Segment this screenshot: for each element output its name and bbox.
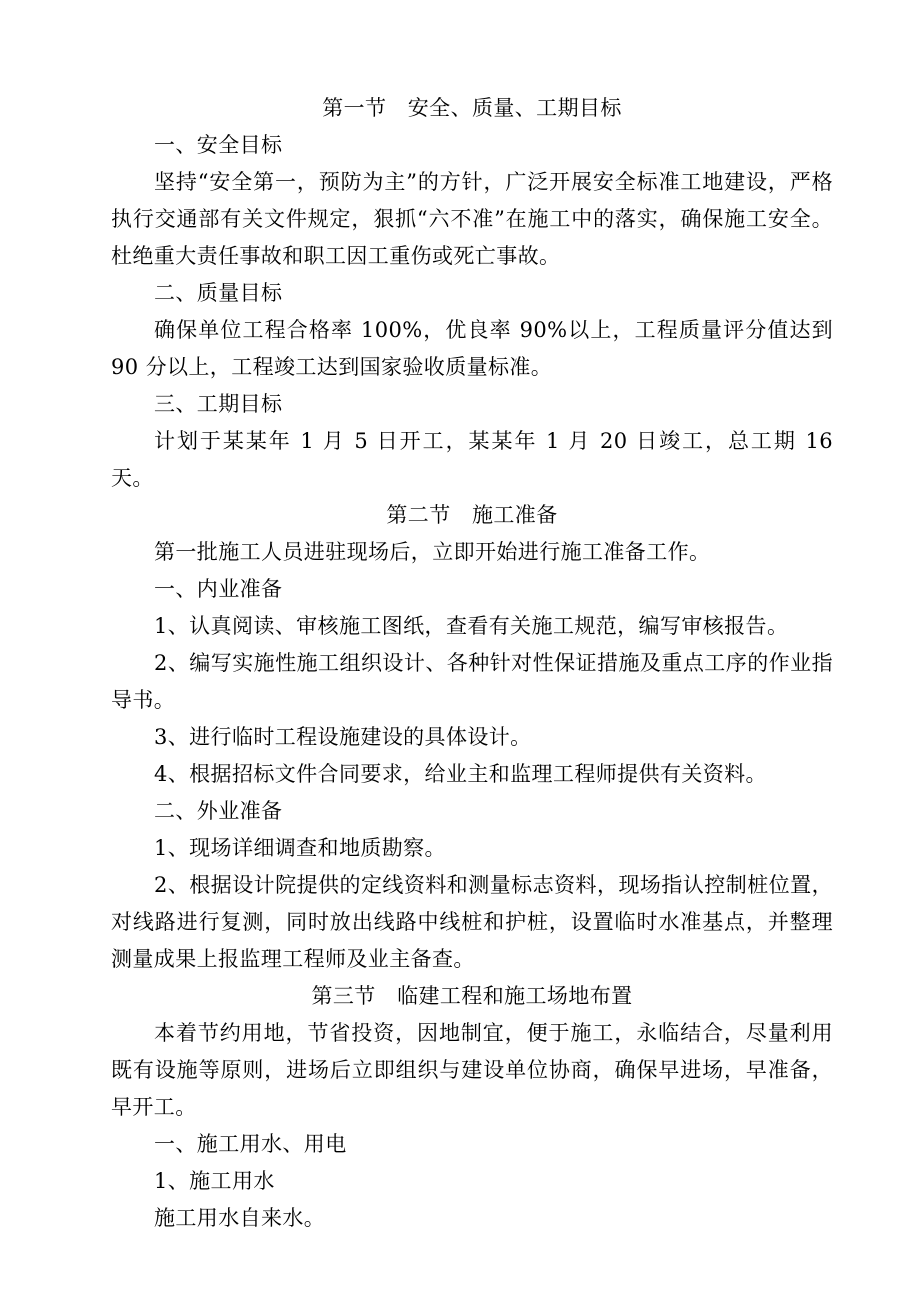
paragraph-safety-goal: 坚持“安全第一，预防为主”的方针，广泛开展安全标准工地建设，严格执行交通部有关文件规定，狠抓“六不准”在施工中的落实，确保施工安全。杜绝重大责任事故和职工因工重伤或死亡事故。 [111,170,833,268]
subheading-water: 1、施工用水 [154,1169,275,1193]
list-item: 2、编写实施性施工组织设计、各种针对性保证措施及重点工序的作业指导书。 [111,651,833,712]
subheading-internal-prep: 一、内业准备 [154,577,283,601]
document-page [111,90,833,1237]
list-item: 1、现场详细调查和地质勘察。 [154,836,446,860]
section-title: 第二节 施工准备 [386,503,558,527]
section-title: 第三节 临建工程和施工场地布置 [311,984,633,1008]
subheading-quality-goal: 二、质量目标 [154,281,283,305]
list-item: 4、根据招标文件合同要求，给业主和监理工程师提供有关资料。 [154,762,767,786]
paragraph-principles: 本着节约用地，节省投资，因地制宜，便于施工，永临结合，尽量利用既有设施等原则，进场后立即组织与建设单位协商，确保早进场，早准备，早开工。 [111,1021,833,1119]
paragraph-water-source: 施工用水自来水。 [154,1206,326,1230]
subheading-safety-goal: 一、安全目标 [154,133,283,157]
subheading-water-power: 一、施工用水、用电 [154,1132,347,1156]
section-title: 第一节 安全、质量、工期目标 [322,96,622,120]
subheading-schedule-goal: 三、工期目标 [154,392,283,416]
list-item: 1、认真阅读、审核施工图纸，查看有关施工规范，编写审核报告。 [154,614,789,638]
paragraph-quality-goal: 确保单位工程合格率 100%，优良率 90%以上，工程质量评分值达到 90 分以上，工程竣工达到国家验收质量标准。 [111,318,833,379]
paragraph-schedule-goal: 计划于某某年 1 月 5 日开工，某某年 1 月 20 日竣工，总工期 16 天。 [111,429,833,490]
list-item: 2、根据设计院提供的定线资料和测量标志资料，现场指认控制桩位置，对线路进行复测，同时放出线路中线桩和护桩，设置临时水准基点，并整理测量成果上报监理工程师及业主备查。 [111,873,833,971]
paragraph-intro: 第一批施工人员进驻现场后，立即开始进行施工准备工作。 [154,540,711,564]
subheading-field-prep: 二、外业准备 [154,799,283,823]
list-item: 3、进行临时工程设施建设的具体设计。 [154,725,532,749]
